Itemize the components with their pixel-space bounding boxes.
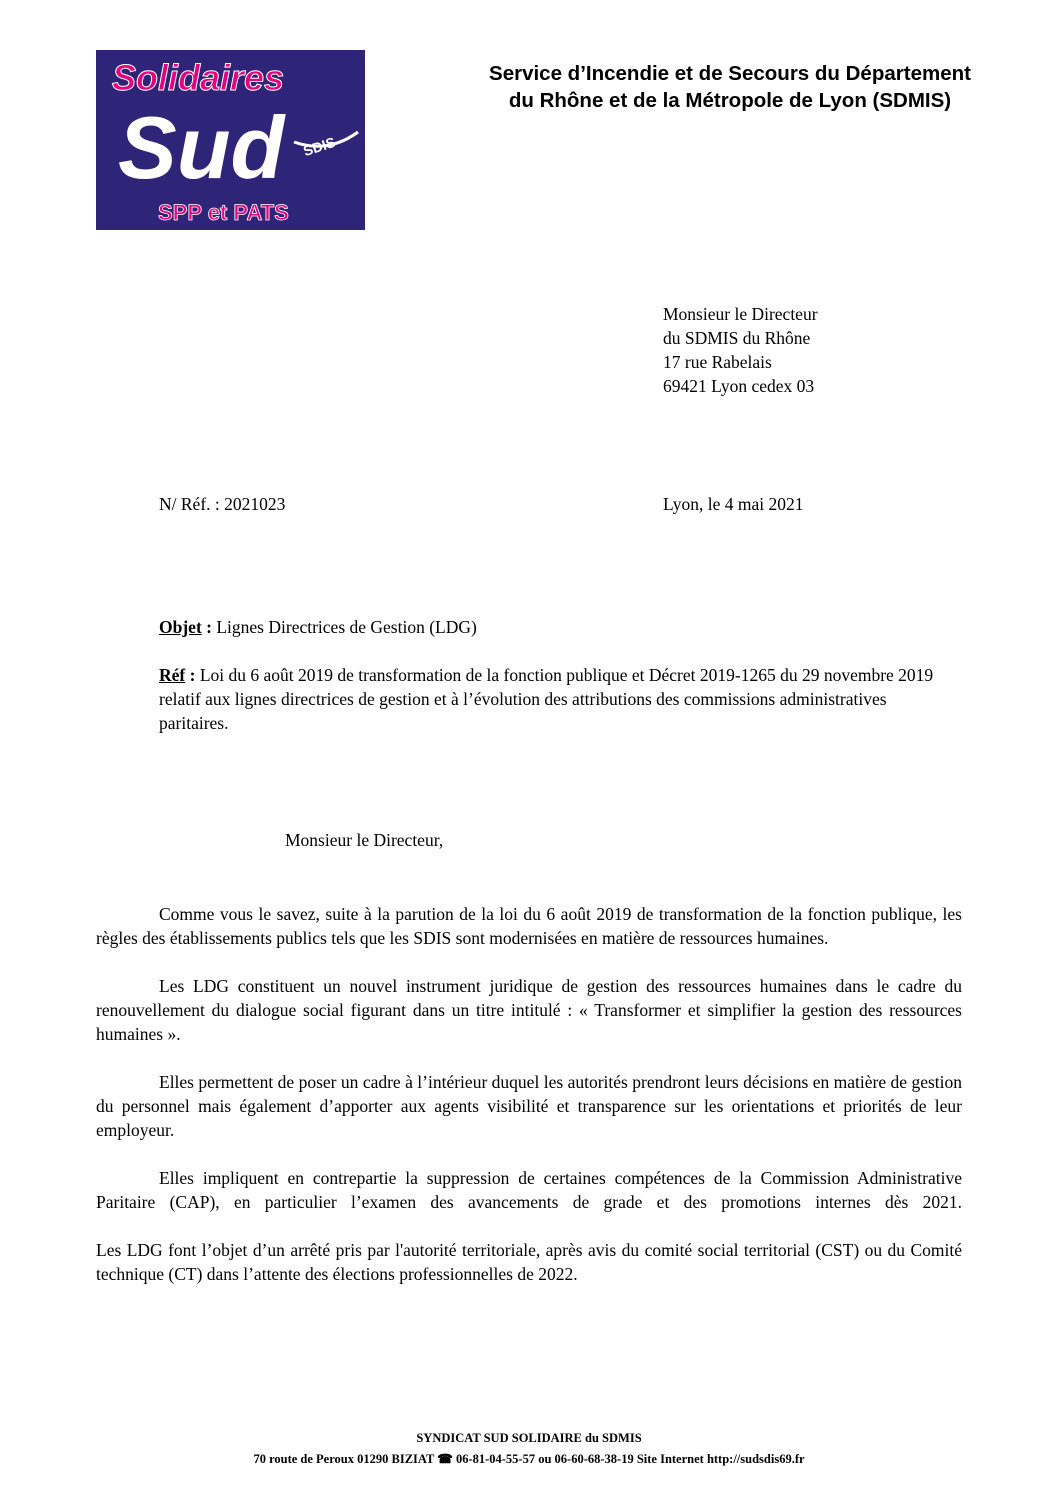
salutation: Monsieur le Directeur, xyxy=(285,830,444,850)
subject-line xyxy=(159,615,949,639)
subject-text: Lignes Directrices de Gestion (LDG) xyxy=(211,617,477,637)
paragraph-1: Comme vous le savez, suite à la parution de la loi du 6 août 2019 de transformation de la fonction publique, les règles des établissements publics tels que les SDIS sont modernisées en matière de ressources humaines. xyxy=(96,904,962,948)
reference-number: N/ Réf. : 2021023 xyxy=(159,494,286,514)
reference-block xyxy=(159,663,949,735)
logo-graphic xyxy=(96,50,365,230)
recipient-line-1: Monsieur le Directeur xyxy=(663,304,818,324)
paragraph-3: Elles permettent de poser un cadre à l’intérieur duquel les autorités prendront leurs décisions en matière de gestion du personnel mais également d’apporter aux agents visibilité et transparence sur les orientations et priorités de leur employeur. xyxy=(96,1072,962,1140)
union-logo xyxy=(96,50,365,230)
footer-union-name: SYNDICAT SUD SOLIDAIRE du SDMIS xyxy=(416,1431,642,1445)
org-title-line-2: du Rhône et de la Métropole de Lyon (SDMIS) xyxy=(508,89,952,112)
paragraph-5: Les LDG font l’objet d’un arrêté pris par l'autorité territoriale, après avis du comité social territorial (CST) ou du Comité technique (CT) dans l’attente des élections professionnelles de 2022. xyxy=(96,1240,962,1284)
logo-solidaires-text: Solidaires xyxy=(112,57,285,98)
paragraph-4: Elles impliquent en contrepartie la suppression de certaines compétences de la Commission Administrative Paritaire (CAP), en particulier l’examen des avancements de grade et des promotions internes dès 2021. xyxy=(96,1168,962,1212)
reference-label: Réf xyxy=(159,665,186,685)
recipient-line-4: 69421 Lyon cedex 03 xyxy=(663,376,815,396)
logo-sdis-badge xyxy=(294,132,358,159)
paragraph-2: Les LDG constituent un nouvel instrument juridique de gestion des ressources humaines dans le cadre du renouvellement du dialogue social figurant dans un titre intitulé : « Transformer et simplifier la gestion des ressources humaines ». xyxy=(96,976,962,1044)
reference-text: Loi du 6 août 2019 de transformation de la fonction publique et Décret 2019-1265 du 29 novembre 2019 relatif aux lignes directrices de gestion et à l’évolution des attributions des commissions administratives paritaires. xyxy=(159,665,934,733)
recipient-line-2: du SDMIS du Rhône xyxy=(663,328,811,348)
svg-text:SDIS: SDIS xyxy=(301,133,338,160)
reference-separator: : xyxy=(185,665,196,685)
logo-spp-pats-text: SPP et PATS xyxy=(158,200,289,225)
place-and-date: Lyon, le 4 mai 2021 xyxy=(663,494,804,514)
subject-label: Objet xyxy=(159,617,202,637)
logo-sud-text: Sud xyxy=(118,98,285,197)
org-title-line-1: Service d’Incendie et de Secours du Département xyxy=(489,62,971,85)
footer xyxy=(0,1428,1058,1470)
organization-title xyxy=(440,60,1020,114)
footer-contact: 70 route de Peroux 01290 BIZIAT ☎ 06-81-04-55-57 ou 06-60-68-38-19 Site Internet http://sudsdis69.fr xyxy=(253,1452,805,1466)
recipient-line-3: 17 rue Rabelais xyxy=(663,352,772,372)
recipient-address xyxy=(663,302,818,398)
subject-separator: : xyxy=(201,617,212,637)
letter-body xyxy=(96,902,962,1310)
